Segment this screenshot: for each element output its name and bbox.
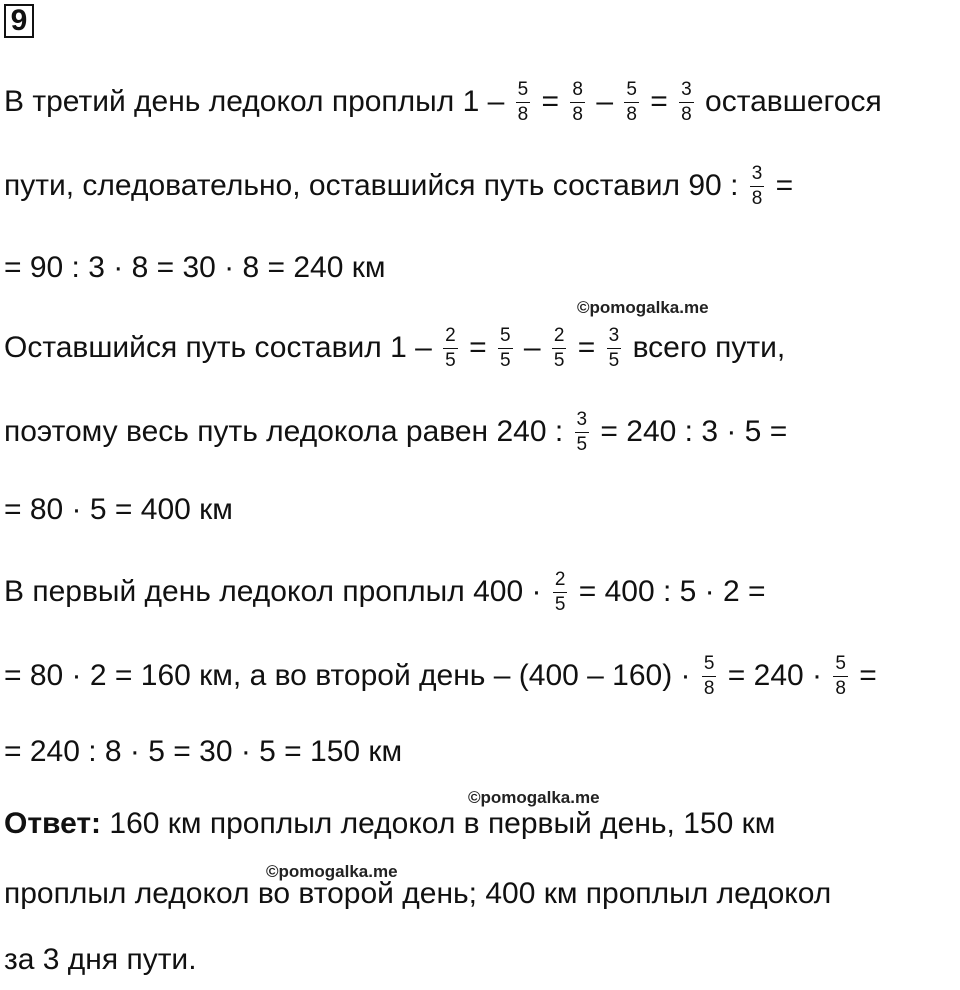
text: за 3 дня пути. [4,943,197,976]
fraction [516,80,531,125]
text: = 240 : 3 · 5 = [592,415,788,448]
text: = [533,85,568,118]
fraction-bar [498,348,513,349]
text: = 80 · 2 = 160 км, а во второй день – (400 – 160) · [4,659,699,692]
text: Оставшийся путь составил 1 – [4,331,441,364]
numerator: 3 [608,324,620,346]
task-number: 9 [10,4,28,37]
denominator: 5 [608,349,620,371]
denominator: 8 [681,103,692,125]
fraction-bar [516,102,531,103]
denominator: 8 [626,103,637,125]
solution-line-3 [4,238,386,298]
solution-line-4 [4,318,785,378]
solution-line-6 [4,480,233,540]
fraction [498,326,513,371]
numerator: 5 [835,652,846,674]
text: = [460,331,495,364]
text: проплыл ледокол во второй день; 400 км проплыл ледокол [4,877,832,910]
watermark: ©pomogalka.me [468,788,600,807]
numerator: 8 [572,78,583,100]
solution-line-7 [4,562,766,622]
numerator: 5 [517,78,529,100]
denominator: 5 [445,349,456,371]
fraction [702,654,717,699]
denominator: 8 [703,677,715,699]
text: = [569,331,604,364]
text: В первый день ледокол проплыл 400 · [4,575,550,608]
fraction-bar [833,676,848,677]
denominator: 8 [751,187,763,209]
fraction-bar [552,348,567,349]
text: = [767,169,794,202]
fraction-bar [679,102,694,103]
text: = [641,85,677,118]
text: = 400 : 5 · 2 = [570,575,766,608]
numerator: 2 [553,324,565,346]
text: всего пути, [624,331,786,364]
fraction-bar [702,676,717,677]
numerator: 2 [445,324,456,346]
fraction-bar [624,102,639,103]
text: = [850,659,877,692]
numerator: 3 [576,408,588,430]
solution-line-1 [4,72,882,132]
text: оставшегося [696,85,882,118]
fraction [443,326,458,371]
answer-label: Ответ: [4,807,102,840]
denominator: 5 [576,433,588,455]
solution-line-5 [4,402,787,462]
fraction [679,80,694,125]
denominator: 8 [572,103,583,125]
text: = 240 : 8 · 5 = 30 · 5 = 150 км [4,735,403,768]
text: = 240 · [719,659,831,692]
solution-line-8 [4,646,877,706]
solution-line-2 [4,156,793,216]
denominator: 8 [517,103,529,125]
fraction-bar [607,348,622,349]
watermark: ©pomogalka.me [266,862,398,881]
text: = 80 · 5 = 400 км [4,493,233,526]
text: пути, следовательно, оставшийся путь составил 90 : [4,169,747,202]
solution-line-9 [4,722,402,782]
fraction [570,80,585,125]
numerator: 5 [499,324,511,346]
watermark: ©pomogalka.me [577,298,709,317]
numerator: 2 [554,568,566,590]
fraction [624,80,639,125]
text: – [515,331,549,364]
text: 160 км проплыл ледокол в первый день, 150 км [101,807,776,840]
text: поэтому весь путь ледокола равен 240 : [4,415,572,448]
denominator: 5 [554,593,566,615]
text: В третий день ледокол проплыл 1 – [4,85,513,118]
fraction [607,326,622,371]
fraction-bar [553,592,568,593]
fraction [552,326,567,371]
numerator: 3 [681,78,692,100]
fraction-bar [575,432,590,433]
answer-line-1 [4,794,775,854]
fraction-bar [570,102,585,103]
denominator: 5 [553,349,565,371]
numerator: 3 [751,162,763,184]
fraction [833,654,848,699]
fraction-bar [443,348,458,349]
task-number-box [4,4,34,38]
answer-line-3 [4,930,197,990]
fraction [750,164,765,209]
text: = 90 : 3 · 8 = 30 · 8 = 240 км [4,251,386,284]
denominator: 5 [499,349,511,371]
fraction [553,570,568,615]
text: – [587,85,622,118]
denominator: 8 [835,677,846,699]
numerator: 5 [703,652,715,674]
fraction [575,410,590,455]
fraction-bar [750,186,765,187]
numerator: 5 [626,78,637,100]
answer-line-2 [4,864,831,924]
